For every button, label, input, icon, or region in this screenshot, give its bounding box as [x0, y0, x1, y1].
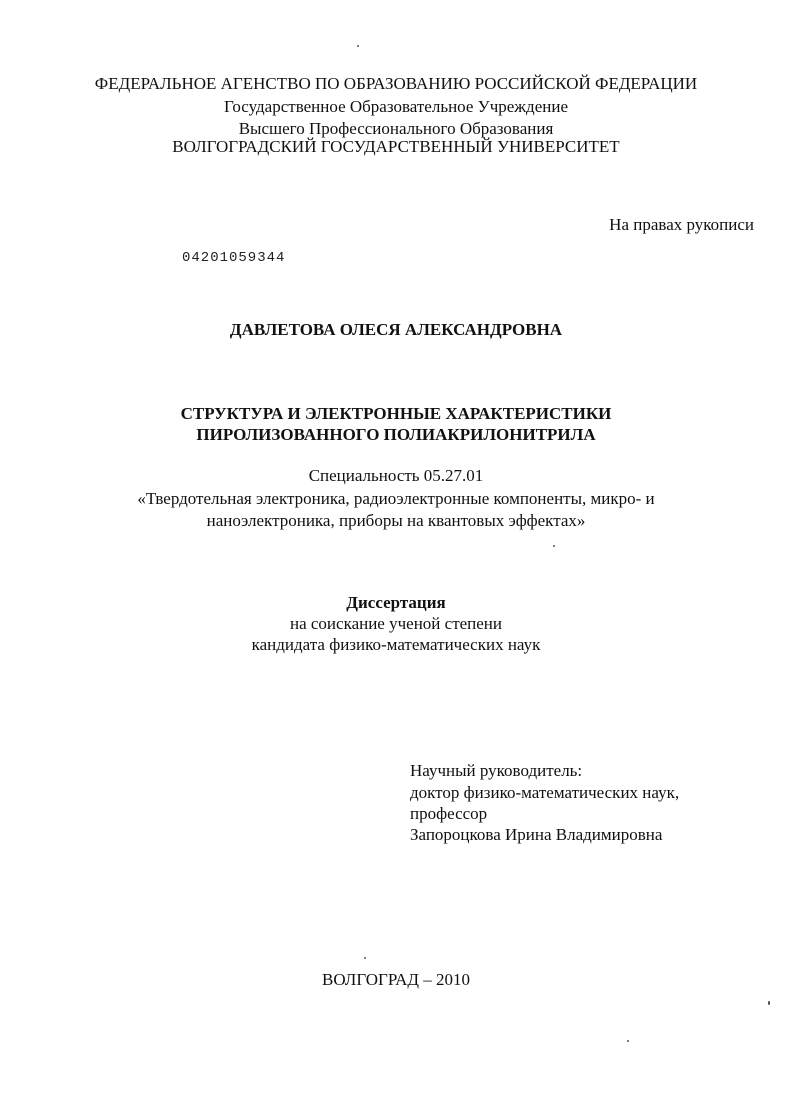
author-name: ДАВЛЕТОВА ОЛЕСЯ АЛЕКСАНДРОВНА — [229, 320, 563, 339]
document-type: Диссертация — [346, 593, 446, 612]
specialty-name-line-2: наноэлектроника, приборы на квантовых эффектах» — [206, 511, 586, 530]
institution-level-line: Высшего Профессионального Образования — [238, 119, 554, 138]
scan-speck — [357, 45, 359, 47]
dissertation-title-line-1: СТРУКТУРА И ЭЛЕКТРОННЫЕ ХАРАКТЕРИСТИКИ — [180, 404, 612, 423]
dissertation-title-line-2: ПИРОЛИЗОВАННОГО ПОЛИАКРИЛОНИТРИЛА — [196, 425, 596, 444]
specialty-name-line-1: «Твердотельная электроника, радиоэлектронные компоненты, микро- и — [137, 489, 655, 508]
scan-speck — [768, 1001, 770, 1005]
institution-type-line: Государственное Образовательное Учреждение — [224, 97, 568, 116]
scan-speck — [364, 957, 366, 959]
supervisor-rank: профессор — [410, 804, 488, 823]
university-line: ВОЛГОГРАДСКИЙ ГОСУДАРСТВЕННЫЙ УНИВЕРСИТЕТ — [172, 137, 620, 156]
city-year: ВОЛГОГРАД – 2010 — [322, 970, 470, 989]
scan-speck — [553, 545, 555, 547]
supervisor-name: Запороцкова Ирина Владимировна — [410, 825, 663, 844]
specialty-code: Специальность 05.27.01 — [308, 466, 484, 485]
document-number: 04201059344 — [182, 250, 286, 266]
supervisor-label: Научный руководитель: — [410, 761, 583, 780]
degree-purpose: на соискание ученой степени — [289, 614, 503, 633]
agency-line: ФЕДЕРАЛЬНОЕ АГЕНСТВО ПО ОБРАЗОВАНИЮ РОССИЙСКОЙ ФЕДЕРАЦИИ — [94, 74, 698, 93]
scan-speck — [627, 1040, 629, 1042]
degree-name: кандидата физико-математических наук — [251, 635, 541, 654]
manuscript-note: На правах рукописи — [609, 215, 754, 234]
supervisor-degree: доктор физико-математических наук, — [410, 783, 680, 802]
